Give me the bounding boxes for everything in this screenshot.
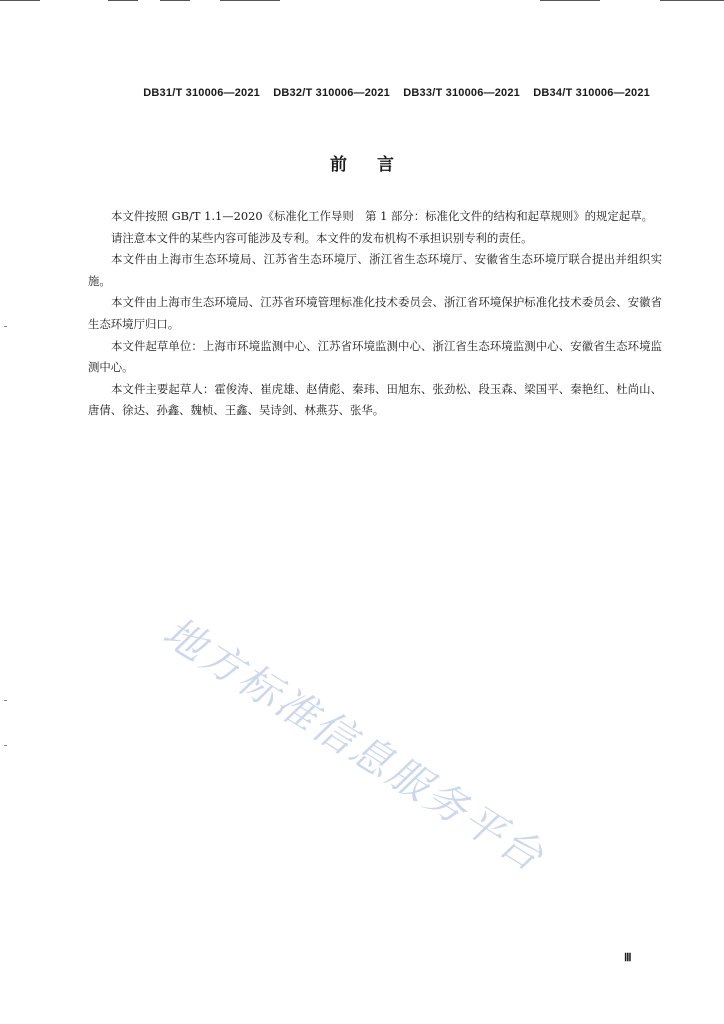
paragraph-drafting-units: 本文件起草单位：上海市环境监测中心、江苏省环境监测中心、浙江省生态环境监测中心、安徽省生态环境监测中心。 (88, 338, 662, 375)
page-number: Ⅲ (624, 952, 632, 964)
paragraph-proposer: 本文件由上海市生态环境局、江苏省生态环境厅、浙江省生态环境厅、安徽省生态环境厅联合提出并组织实施。 (88, 252, 662, 288)
paragraph-patent-notice: 请注意本文件的某些内容可能涉及专利。本文件的发布机构不承担识别专利的责任。 (111, 230, 533, 245)
standard-code: DB33/T 310006—2021 (403, 87, 520, 99)
standard-code: DB34/T 310006—2021 (533, 87, 650, 99)
paragraph-drafters: 本文件主要起草人：霍俊涛、崔虎雄、赵倩彪、秦玮、田旭东、张劲松、段玉森、梁国平、秦艳红、杜尚山、唐倩、徐达、孙鑫、魏桢、王鑫、吴诗剑、林燕芬、张华。 (88, 381, 662, 418)
standard-code: DB32/T 310006—2021 (273, 87, 390, 99)
paragraph-drafting-rules: 本文件按照 GB/T 1.1—2020《标准化工作导则 第 1 部分：标准化文件的结构和起草规则》的规定起草。 (111, 209, 653, 223)
margin-mark (4, 700, 7, 701)
watermark: 地方标准信息服务平台 (154, 607, 554, 882)
margin-mark (4, 745, 7, 746)
standard-code: DB31/T 310006—2021 (143, 87, 260, 99)
page-title: 前言 (330, 155, 424, 175)
top-edge-rule (0, 0, 724, 3)
margin-mark (4, 326, 7, 327)
foreword-body (88, 206, 662, 422)
paragraph-administrator: 本文件由上海市生态环境局、江苏省环境管理标准化技术委员会、浙江省环境保护标准化技术委员会、安徽省生态环境厅归口。 (88, 295, 662, 331)
standard-code-header (133, 87, 650, 99)
